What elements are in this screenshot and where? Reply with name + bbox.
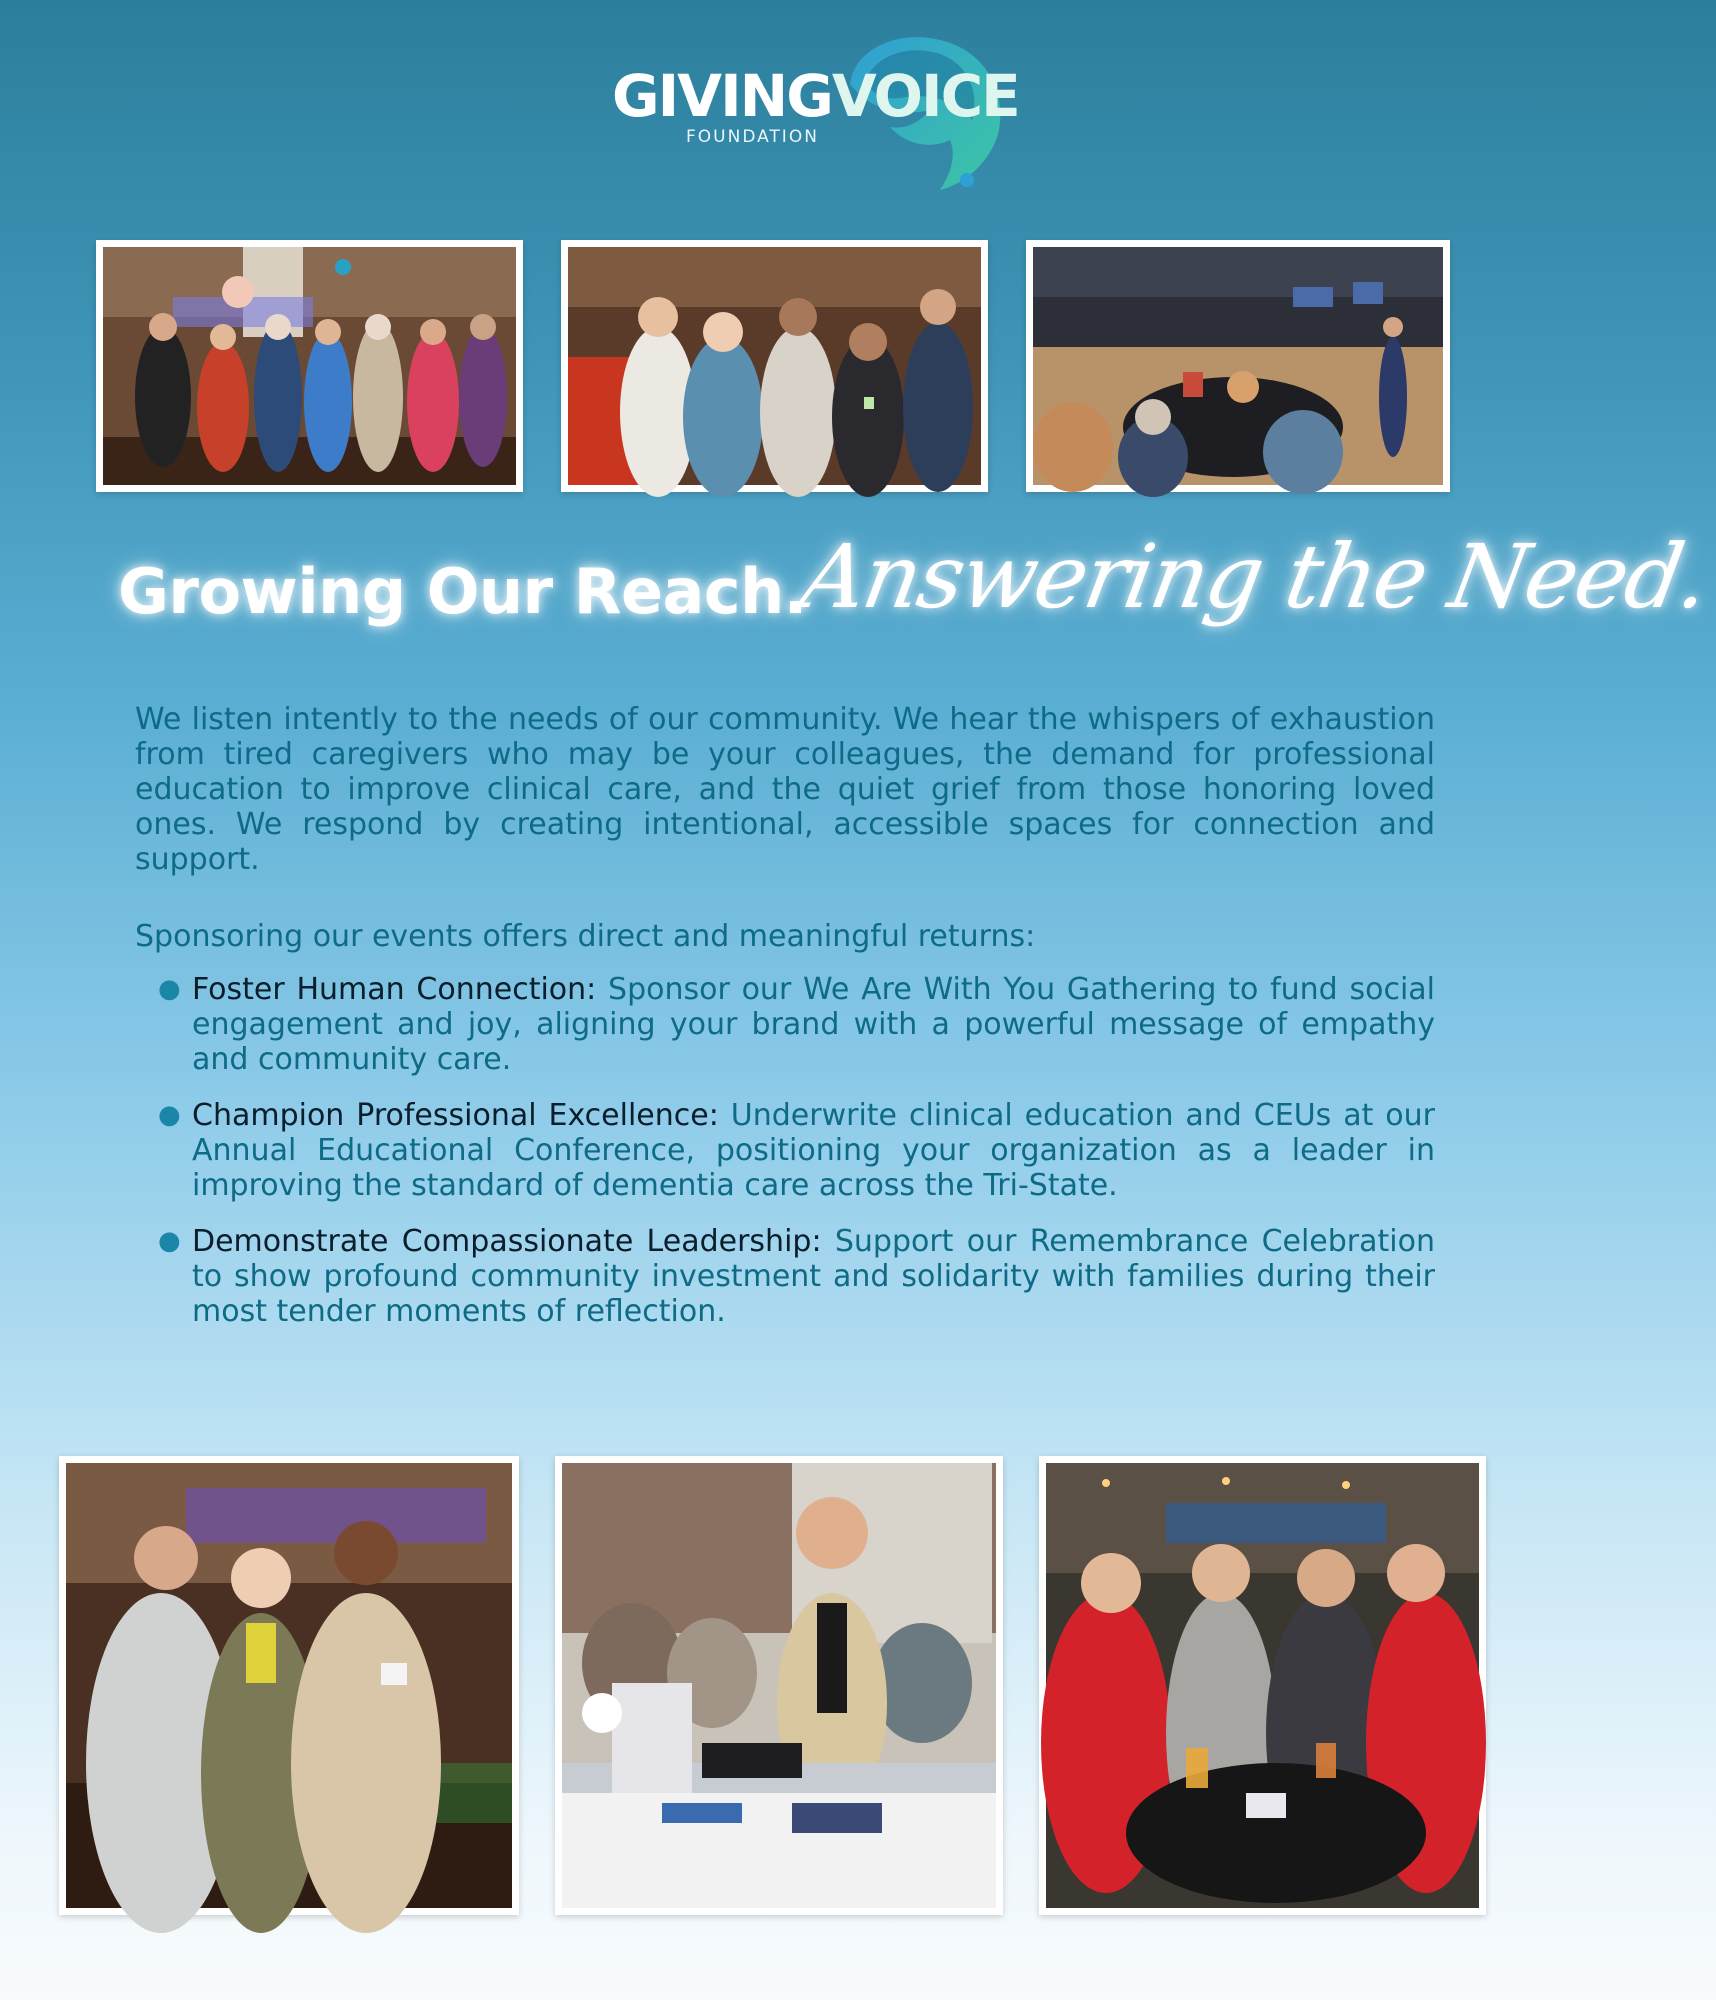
benefit-text: Support our Remembrance Celebration to show profound community investment and solidarity with families during their most tender moments of reflection. <box>192 1224 1435 1329</box>
body-copy <box>135 702 1435 1350</box>
bullet-icon: ● <box>158 1226 181 1256</box>
event-photo-top-1 <box>96 240 523 492</box>
section-heading <box>118 525 1716 675</box>
exhibitor-photo-image <box>562 1463 996 1908</box>
benefit-term: Demonstrate Compassionate Leadership: <box>192 1224 822 1259</box>
heading-script-text: Answering the Need. <box>793 525 1716 628</box>
banquet-photo-image <box>1033 247 1443 485</box>
logo-subtitle: FOUNDATION <box>686 127 819 147</box>
benefit-item <box>158 972 1436 1077</box>
four-men-photo-image <box>1046 1463 1479 1908</box>
benefit-item <box>158 1098 1436 1203</box>
giving-voice-logo <box>600 22 1030 192</box>
benefit-text: Sponsor our We Are With You Gathering to fund social engagement and joy, aligning your brand with a powerful message of empathy and community care. <box>192 972 1436 1077</box>
logo-wordmark <box>612 62 1019 130</box>
event-photo-bottom-2 <box>555 1456 1003 1915</box>
crowd-photo-image <box>103 247 516 485</box>
benefit-term: Champion Professional Excellence: <box>192 1098 719 1133</box>
intro-paragraph: We listen intently to the needs of our community. We hear the whispers of exhaustion from tired caregivers who may be your colleagues, the demand for professional education to improve clinical care, and the quiet grief from those honoring loved ones. We respond by creating intentional, accessible spaces for connection and support. <box>135 702 1435 877</box>
benefit-term: Foster Human Connection: <box>192 972 597 1007</box>
logo-word-voice: VOICE <box>831 62 1019 130</box>
three-guests-photo-image <box>66 1463 512 1908</box>
event-photo-bottom-1 <box>59 1456 519 1915</box>
benefits-list <box>135 972 1435 1329</box>
benefit-item <box>158 1224 1435 1329</box>
event-photo-bottom-3 <box>1039 1456 1486 1915</box>
bullet-icon: ● <box>158 974 181 1004</box>
event-photo-top-3 <box>1026 240 1450 492</box>
heading-main-text: Growing Our Reach. <box>118 555 807 628</box>
event-photo-top-2 <box>561 240 988 492</box>
sponsorship-lead: Sponsoring our events offers direct and meaningful returns: <box>135 919 1036 954</box>
bullet-icon: ● <box>158 1100 181 1130</box>
group-photo-image <box>568 247 981 485</box>
benefit-text: Underwrite clinical education and CEUs at our Annual Educational Conference, positioning your organization as a leader in improving the standard of dementia care across the Tri-State. <box>192 1098 1436 1203</box>
logo-word-giving: GIVING <box>612 62 832 130</box>
